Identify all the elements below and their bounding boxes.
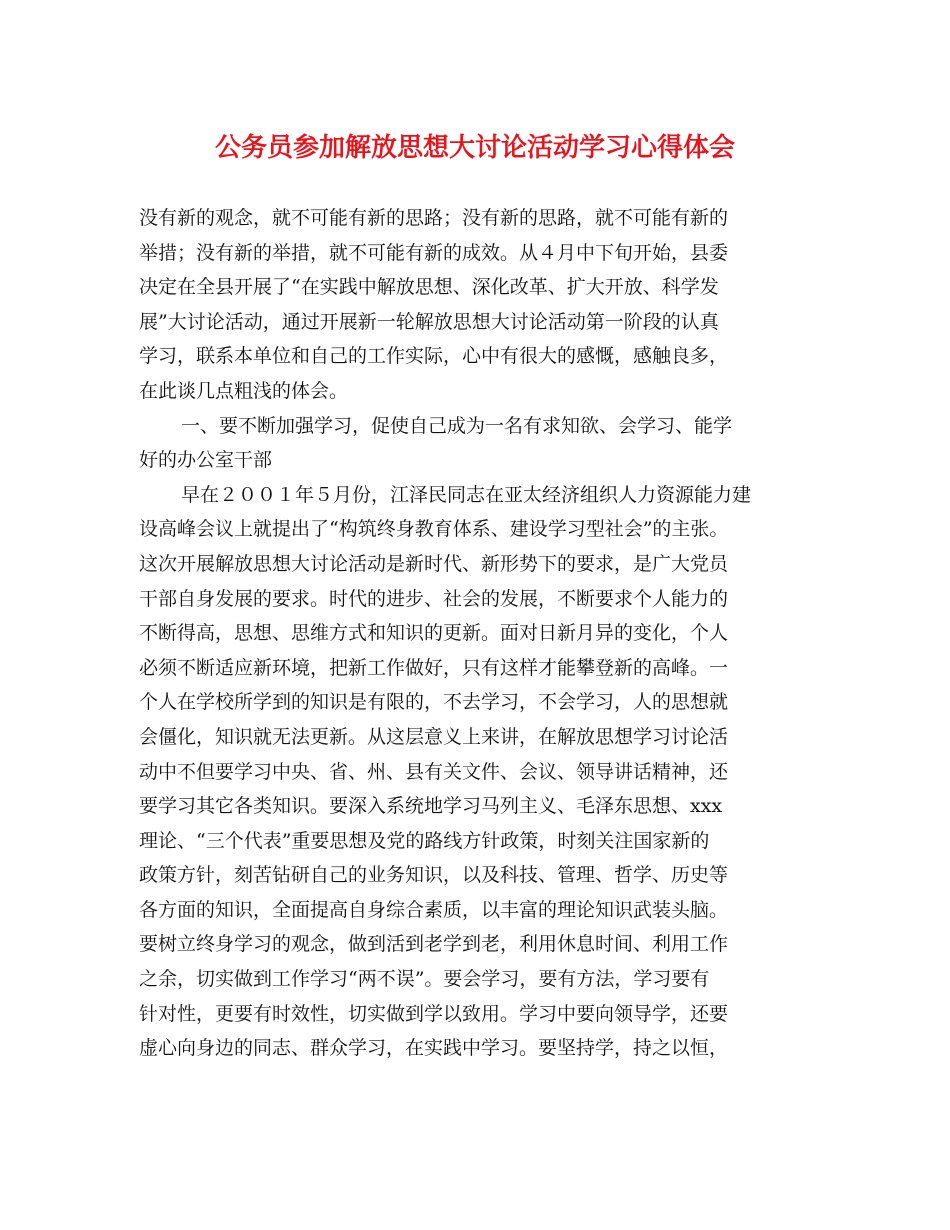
- text-line: 没有新的观念，就不可能有新的思路；没有新的思路，就不可能有新的: [139, 207, 729, 229]
- text-line: 不断得高，思想、思维方式和知识的更新。面对日新月异的变化，个人: [139, 622, 729, 645]
- text-line: 各方面的知识，全面提高自身综合素质，以丰富的理论知识武装头脑。: [139, 898, 729, 921]
- text-line: 动中不但要学习中央、省、州、县有关文件、会议、领导讲话精神，还: [139, 760, 729, 783]
- text-line: 之余，切实做到工作学习“两不误”。要会学习，要有方法，学习要有: [139, 968, 710, 991]
- text-line: 会僵化，知识就无法更新。从这层意义上来讲，在解放思想学习讨论活: [139, 725, 729, 748]
- text-line: 举措；没有新的举措，就不可能有新的成效。从４月中下旬开始，县委: [139, 241, 729, 264]
- text-line: 政策方针，刻苦钻研自己的业务知识，以及科技、管理、哲学、历史等: [139, 864, 729, 887]
- text-line: 要树立终身学习的观念，做到活到老学到老，利用休息时间、利用工作: [139, 933, 729, 956]
- text-line: 个人在学校所学到的知识是有限的，不去学习，不会学习，人的思想就: [139, 691, 729, 714]
- document-title: 公务员参加解放思想大讨论活动学习心得体会: [214, 133, 735, 163]
- text-line: 干部自身发展的要求。时代的进步、社会的发展，不断要求个人能力的: [139, 587, 729, 610]
- text-line: 理论、“三个代表”重要思想及党的路线方针政策，时刻关注国家新的: [139, 829, 710, 852]
- document-body: [139, 201, 829, 1066]
- text-line: 学习，联系本单位和自己的工作实际，心中有很大的感慨，感触良多，: [139, 345, 729, 368]
- text-line: 虚心向身边的同志、群众学习，在实践中学习。要坚持学，持之以恒，: [139, 1037, 729, 1060]
- text-line: 要学习其它各类知识。要深入系统地学习马列主义、毛泽东思想、xxx: [139, 795, 723, 818]
- text-line: 这次开展解放思想大讨论活动是新时代、新形势下的要求，是广大党员: [139, 552, 729, 575]
- text-line: 展”大讨论活动，通过开展新一轮解放思想大讨论活动第一阶段的认真: [139, 310, 719, 333]
- text-line: 决定在全县开展了“在实践中解放思想、深化改革、扩大开放、科学发: [139, 276, 719, 299]
- section-heading-line: 一、要不断加强学习，促使自己成为一名有求知欲、会学习、能学: [181, 414, 733, 437]
- text-line: 必须不断适应新环境，把新工作做好，只有这样才能攀登新的高峰。一: [139, 656, 729, 679]
- text-line: 设高峰会议上就提出了“构筑终身教育体系、建设学习型社会”的主张。: [139, 518, 729, 541]
- section-heading-line: 好的办公室干部: [139, 449, 273, 472]
- text-line: 早在２００１年５月份，江泽民同志在亚太经济组织人力资源能力建: [181, 483, 752, 506]
- text-line: 在此谈几点粗浅的体会。: [139, 379, 349, 402]
- text-line: 针对性，更要有时效性，切实做到学以致用。学习中要向领导学，还要: [139, 1002, 729, 1025]
